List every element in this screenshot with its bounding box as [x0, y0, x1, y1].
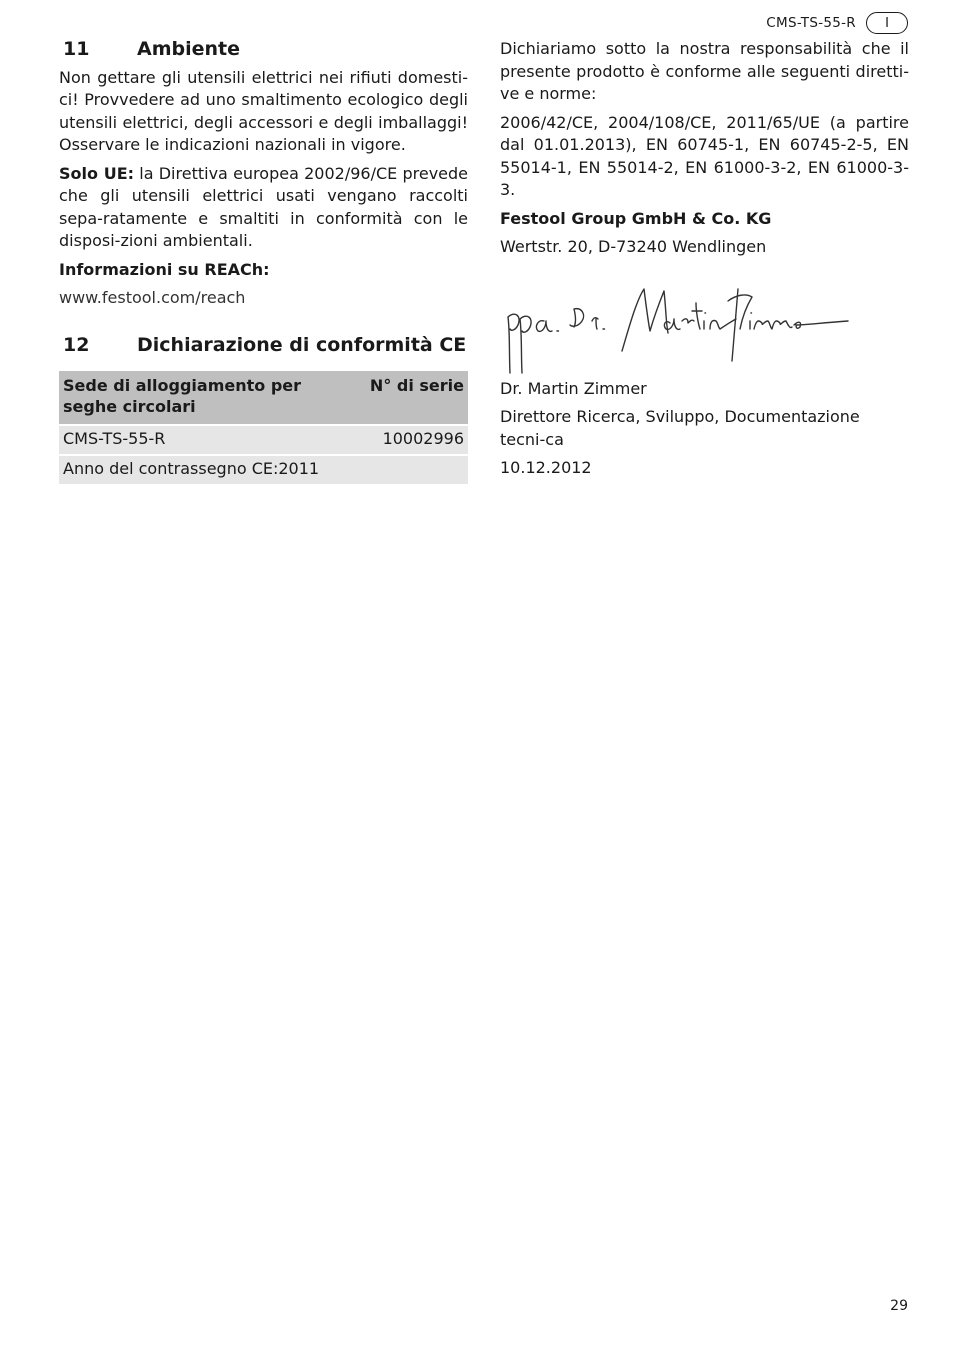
table-cell-serial: 10002996 — [350, 425, 468, 455]
declaration-date: 10.12.2012 — [500, 458, 592, 477]
declaration-intro: Dichiariamo sotto la nostra responsabilità che il presente prodotto è conforme alle seguenti diretti-ve e norme: — [500, 39, 909, 103]
right-column — [500, 38, 909, 486]
declaration-standards: 2006/42/CE, 2004/108/CE, 2011/65/UE (a partire dal 01.01.2013), EN 60745-1, EN 60745-2-5, EN 55014-1, EN 55014-2, EN 61000-3-2, EN 61000-3-3. — [500, 112, 909, 199]
signer-name: Dr. Martin Zimmer — [500, 378, 647, 398]
table-row — [59, 455, 468, 484]
page-number: 29 — [890, 1298, 908, 1314]
language-badge: I — [866, 12, 908, 34]
reach-link[interactable]: www.festool.com/reach — [59, 288, 246, 308]
signature-image — [500, 281, 850, 376]
section-12-number: 12 — [63, 333, 90, 356]
reach-heading: Informazioni su REACh: — [59, 259, 270, 279]
section-12-heading — [63, 334, 468, 357]
table-header-product: Sede di alloggiamento per seghe circolari — [59, 371, 350, 425]
page-header — [766, 12, 908, 34]
section-11-number: 11 — [63, 38, 90, 60]
table-cell-ce-year: Anno del contrassegno CE:2011 — [59, 455, 468, 484]
table-header-serial: N° di serie — [350, 371, 468, 425]
section-12-title: Dichiarazione di conformità CE — [137, 333, 467, 356]
eu-label: Solo UE: — [59, 163, 135, 183]
table-header-row — [59, 371, 468, 425]
table-row — [59, 425, 468, 455]
signer-title: Direttore Ricerca, Sviluppo, Documentazione tecni-ca — [500, 407, 860, 449]
table-cell-product: CMS-TS-55-R — [59, 425, 350, 455]
disposal-paragraph: Non gettare gli utensili elettrici nei rifiuti domesti-ci! Provvedere ad uno smaltimento ecologico degli utensili elettrici, degli accessori e degli imballaggi! Osservare le indicazioni nazionali in vigore. — [59, 67, 468, 155]
section-11-heading — [63, 38, 468, 61]
model-label: CMS-TS-55-R — [766, 15, 856, 31]
left-column — [59, 38, 468, 484]
conformity-table — [59, 371, 468, 484]
section-11-title: Ambiente — [137, 38, 240, 60]
company-name: Festool Group GmbH & Co. KG — [500, 208, 772, 228]
eu-paragraph — [59, 163, 468, 253]
eu-text: la Direttiva europea 2002/96/CE prevede che gli utensili elettrici usati vengano raccolti sepa-ratamente e smaltiti in conformità con le disposi-zioni ambientali. — [59, 163, 468, 251]
company-address: Wertstr. 20, D-73240 Wendlingen — [500, 237, 767, 256]
